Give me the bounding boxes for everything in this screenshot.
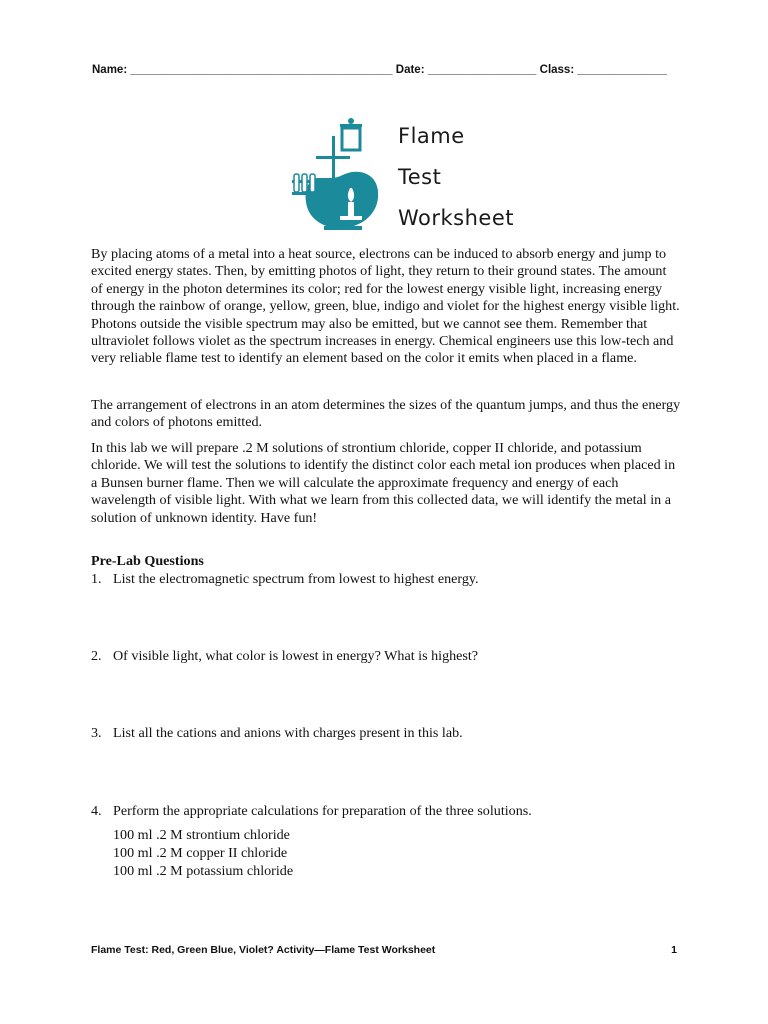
solutions-list [113,826,293,880]
prelab-heading: Pre-Lab Questions [91,553,204,569]
title-test: Test [398,165,442,189]
question-text: List all the cations and anions with charges present in this lab. [113,725,463,741]
question-text: Of visible light, what color is lowest in energy? What is highest? [113,648,479,664]
solution-item: 100 ml .2 M potassium chloride [113,863,294,879]
title-worksheet: Worksheet [398,206,515,230]
footer-title: Flame Test: Red, Green Blue, Violet? Activity—Flame Test Worksheet [91,944,436,956]
question-number: 4. [91,803,102,819]
intro-paragraph-3: In this lab we will prepare .2 M solutions of strontium chloride, copper II chloride, and potassium chloride. We will test the solutions to identify the distinct color each metal ion produces when placed in a Bunsen burner flame. Then we will calculate the approximate frequency and energy of each wavelength of visible light. With what we learn from this collected data, we will identify the metal in a solution of unknown identity. Have fun! [91,440,676,526]
name-date-class-line: Name: _________________________________________ Date: _________________ Class: ______________ [92,64,667,76]
chemistry-lab-burner-icon [290,116,390,241]
question-number: 2. [91,648,102,664]
question-text: Perform the appropriate calculations for preparation of the three solutions. [113,803,532,819]
solution-item: 100 ml .2 M copper II chloride [113,845,288,861]
question-number: 3. [91,725,102,741]
title-flame: Flame [398,124,465,148]
question-number: 1. [91,571,102,587]
question-text: List the electromagnetic spectrum from lowest to highest energy. [113,571,479,587]
page-footer [91,944,681,956]
title-block [290,116,530,246]
intro-paragraph-2: The arrangement of electrons in an atom determines the sizes of the quantum jumps, and thus the energy and colors of photons emitted. [91,397,681,431]
intro-paragraph-1: By placing atoms of a metal into a heat source, electrons can be induced to absorb energy and jump to excited energy states. Then, by emitting photos of light, they return to their ground states. The amount of energy in the photon determines its color; red for the lowest energy visible light, increasing energy through the rainbow of orange, yellow, green, blue, indigo and violet for the highest energy visible light. Photons outside the visible spectrum may also be emitted, but we cannot see them. Remember that ultraviolet follows violet as the spectrum increases in energy. Chemical engineers use this low-tech and very reliable flame test to identify an element based on the color it emits when placed in a flame. [91,246,680,367]
solution-item: 100 ml .2 M strontium chloride [113,827,290,843]
page-number: 1 [671,944,677,956]
